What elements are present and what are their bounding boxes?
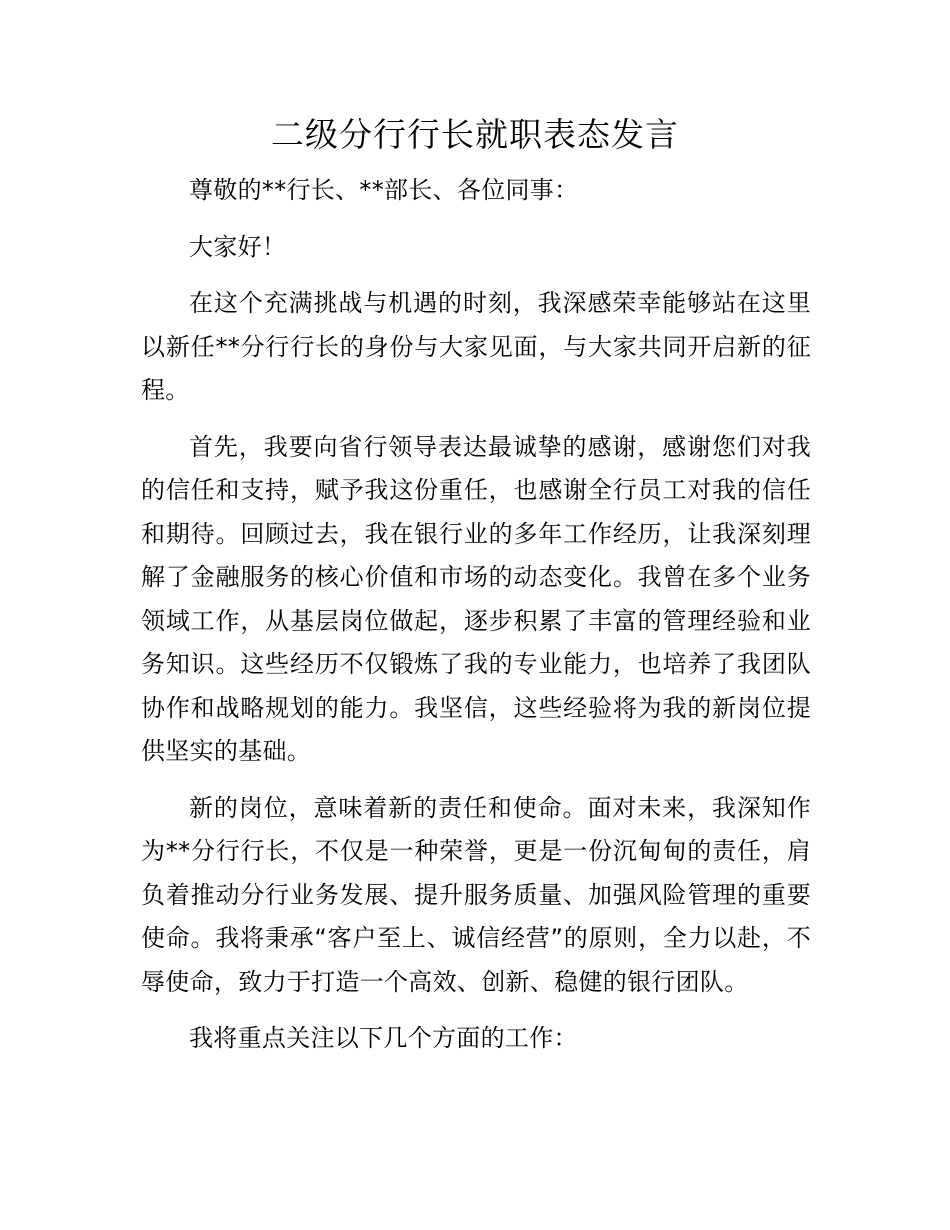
- document-title: 二级分行行长就职表态发言: [271, 115, 679, 154]
- body-paragraph: 首先，我要向省行领导表达最诚挚的感谢，感谢您们对我的信任和支持，赋予我这份重任，也感谢全行员工对我的信任和期待。回顾过去，我在银行业的多年工作经历，让我深刻理解了金融服务的核心价值和市场的动态变化。我曾在多个业务领域工作，从基层岗位做起，逐步积累了丰富的管理经验和业务知识。这些经历不仅锻炼了我的专业能力，也培养了我团队协作和战略规划的能力。我坚信，这些经验将为我的新岗位提供坚实的基础。: [141, 432, 811, 765]
- body-paragraph: 在这个充满挑战与机遇的时刻，我深感荣幸能够站在这里以新任**分行行长的身份与大家见面，与大家共同开启新的征程。: [141, 289, 811, 404]
- document-body: [141, 169, 811, 1074]
- greeting-paragraph: 大家好！: [189, 232, 287, 261]
- body-paragraph: 新的岗位，意味着新的责任和使命。面对未来，我深知作为**分行行长，不仅是一种荣誉，更是一份沉甸甸的责任，肩负着推动分行业务发展、提升服务质量、加强风险管理的重要使命。我将秉承“客户至上、诚信经营”的原则，全力以赴，不辱使命，致力于打造一个高效、创新、稳健的银行团队。: [141, 793, 811, 996]
- body-paragraph: 我将重点关注以下几个方面的工作：: [189, 1024, 578, 1052]
- salutation-paragraph: 尊敬的**行长、**部长、各位同事：: [189, 176, 579, 204]
